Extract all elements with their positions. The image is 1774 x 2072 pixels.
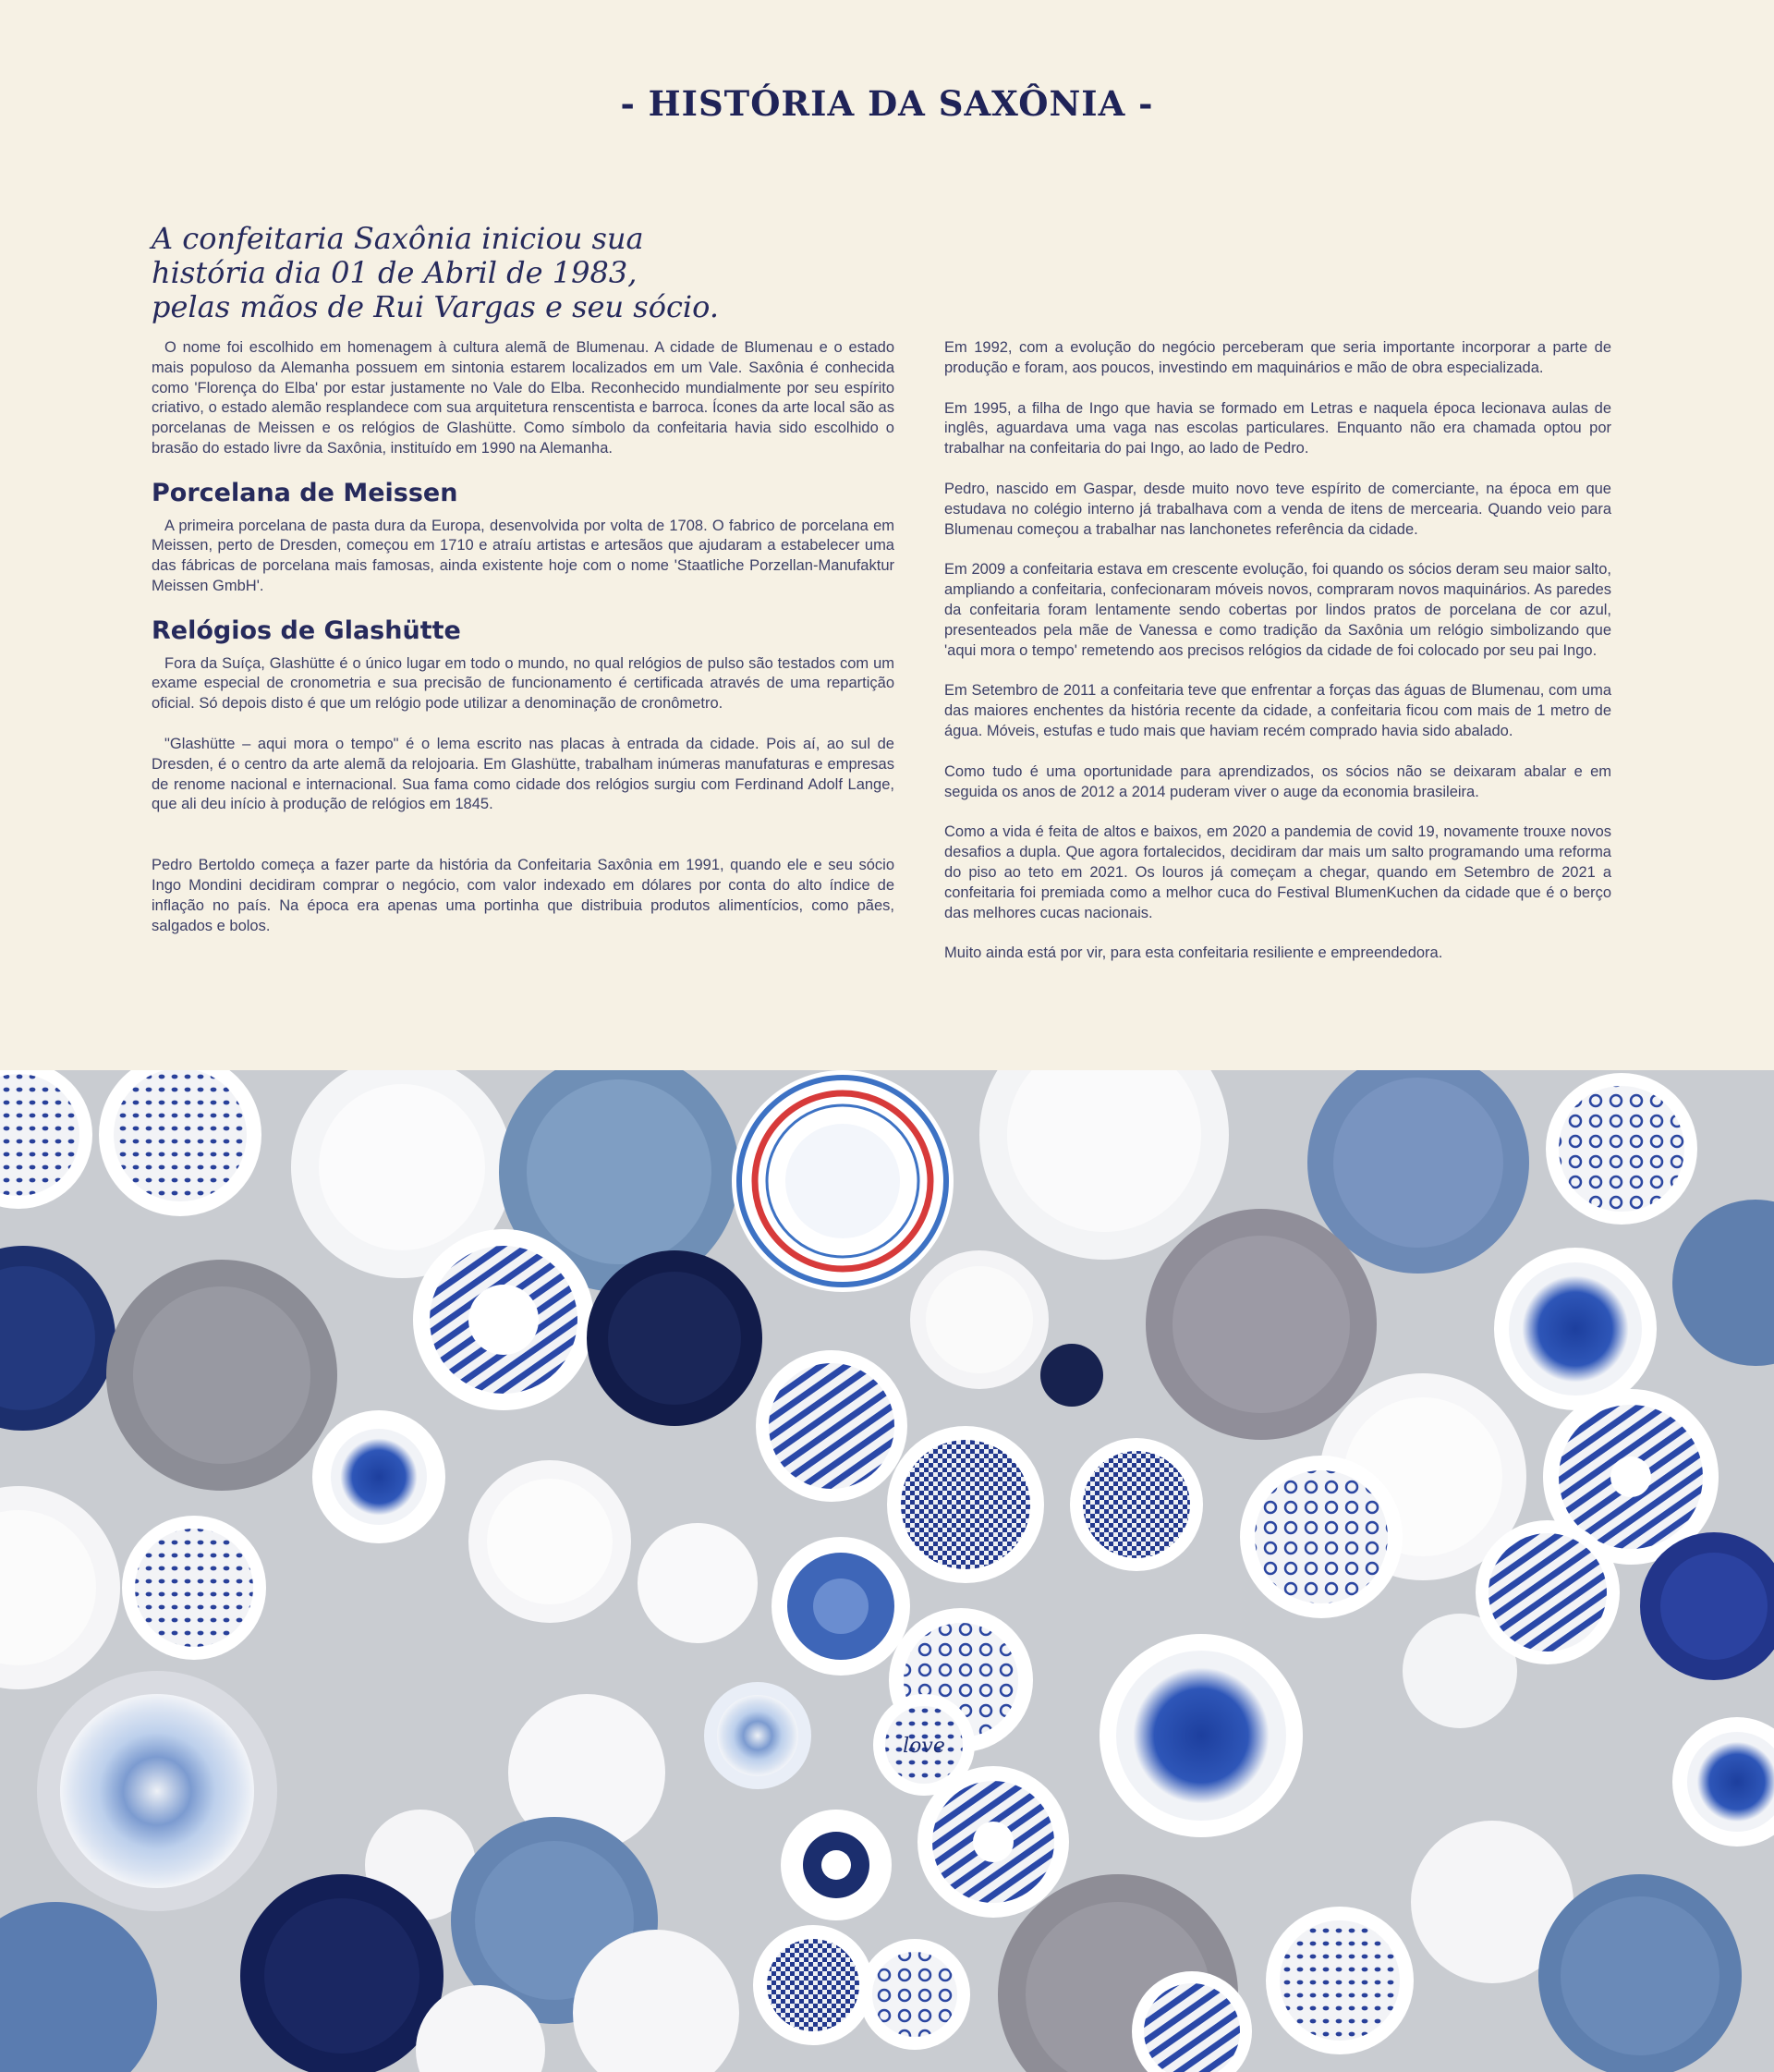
plate [1476,1520,1620,1664]
plate [1240,1456,1403,1618]
plate [887,1426,1044,1583]
plate [468,1460,631,1623]
plate [638,1523,758,1643]
plate [312,1410,445,1543]
section-heading-glashutte: Relógios de Glashütte [152,616,461,645]
plate [106,1260,337,1491]
plate-red-rings [732,1070,954,1292]
plate [122,1516,266,1660]
plate [413,1229,594,1410]
paragraph-2020: Como a vida é feita de altos e baixos, em 2020 a pandemia de covid 19, novamente trouxe novos desafios a dupla. Que agora fortalecidos, decidiram dar mais um salto programando uma reforma do piso ao teto em 2021. Os louros já começam a chegar, quando em Setembro de 2021 a confeitaria foi premiada como a melhor cuca do Festival BlumenKuchen da cidade que é o berço das melhores cucas nacionais. [944,823,1611,921]
plate [1100,1634,1303,1837]
plate [910,1250,1049,1389]
intro-line-3: pelas mãos de Rui Vargas e seu sócio. [152,289,719,324]
paragraph-pedro-gaspar: Pedro, nascido em Gaspar, desde muito novo teve espírito de comerciante, na época em que estudava no colégio interno já trabalhava com a venda de itens de mercearia. Quando veio para Blumenau começou a trabalhar nas lanchonetes referência da cidade. [944,480,1611,538]
plate [772,1537,910,1676]
intro-line-1: A confeitaria Saxônia iniciou sua [152,221,644,256]
section-heading-meissen: Porcelana de Meissen [152,478,458,507]
paragraph-2009: Em 2009 a confeitaria estava em crescente evolução, foi quando os sócios deram seu maior salto, ampliando a confeitaria, confecionaram móveis novos, compraram novos maquinários. As paredes da confeitaria foram lentamente sendo cobertas por lindos pratos de porcelana de cor azul, presenteados pela mãe de Vanessa e como tradição da Saxônia um relógio simbolizando que 'aqui mora o tempo' remetendo aos precisos relógios da cidade de foi colocado por seu pai Ingo. [944,561,1611,659]
paragraph-glashutte-2: "Glashütte – aqui mora o tempo" é o lema escrito nas placas à entrada da cidade. Pois aí, ao sul de Dresden, é o centro da arte alemã da relojoaria. Em Glashütte, trabalham inúmeras manufaturas e empresas de renome nacional e internacional. Sua fama como cidade dos relógios surgiu com Ferdinand Adolf Lange, que ali deu início à produção de relógios em 1845. [152,735,894,813]
plate [704,1682,811,1789]
plate [1040,1344,1103,1407]
left-column [152,338,894,936]
plate [1546,1073,1697,1225]
plate [859,1939,970,2050]
paragraph-1995: Em 1995, a filha de Ingo que havia se formado em Letras e naquela época lecionava aulas de inglês, aguardava uma vaga nas escolas particulares. Enquanto não era chamada optou por trabalhar na confeitaria do pai Ingo, ao lado de Pedro. [944,399,1611,457]
page-title: - HISTÓRIA DA SAXÔNIA - [620,83,1154,124]
plate [587,1250,762,1426]
paragraph-2012: Como tudo é uma oportunidade para aprendizados, os sócios não se deixaram abalar e em seguida os anos de 2012 a 2014 puderam viver o auge da economia brasileira. [944,762,1611,800]
plate [1266,1907,1414,2054]
paragraph-pedro-bertoldo: Pedro Bertoldo começa a fazer parte da história da Confeitaria Saxônia em 1991, quando ele e seu sócio Ingo Mondini decidiram comprar o negócio, com valor indexado em dólares por conta do alto índice de inflação no país. Na época era apenas uma portinha que distribuia produtos alimentícios, como pães, salgados e bolos. [152,857,894,934]
plate [753,1925,873,2045]
plate [1070,1438,1203,1571]
plate [756,1350,907,1502]
plate [1146,1209,1377,1440]
plate [873,1694,975,1796]
right-column [944,338,1611,984]
paragraph-glashutte-1: Fora da Suíça, Glashütte é o único lugar em todo o mundo, no qual relógios de pulso são testados com um exame especial de cronometria e sua precisão de funcionamento é certificada através de uma repartição oficial. Só depois disto é que um relógio pode utilizar a denominação de cronômetro. [152,654,894,713]
plate-love-text: love [903,1735,945,1758]
plates-wall-illustration [0,1070,1774,2072]
paragraph-meissen: A primeira porcelana de pasta dura da Europa, desenvolvida por volta de 1708. O fabrico de porcelana em Meissen, perto de Dresden, começou em 1710 e atraíu artistas e artesãos que ajudaram a estabelecer uma das fábricas de porcelana mais famosas, ainda existente hoje com o nome 'Staatliche Porzellan-Manufaktur Meissen GmbH'. [152,517,894,594]
plate [37,1671,277,1911]
plate [240,1874,444,2072]
intro-quote [152,222,854,324]
plate [781,1810,892,1920]
plates-photo [0,1070,1774,2072]
paragraph-1992: Em 1992, com a evolução do negócio perceberam que seria importante incorporar a parte de produção e foram, aos poucos, investindo em maquinários e mão de obra especializada. [944,339,1611,376]
paragraph-final: Muito ainda está por vir, para esta confeitaria resiliente e empreendedora. [944,945,1443,962]
intro-line-2: história dia 01 de Abril de 1983, [152,255,638,290]
paragraph-2011: Em Setembro de 2011 a confeitaria teve que enfrentar a forças das águas de Blumenau, com uma das maiores enchentes da história recente da cidade, a confeitaria ficou com mais de 1 metro de água. Móveis, estufas e tudo mais que haviam recém comprado havia sido abalado. [944,682,1611,739]
plate [1494,1248,1657,1410]
paragraph-name-origin: O nome foi escolhido em homenagem à cultura alemã de Blumenau. A cidade de Blumenau e o estado mais populoso da Alemanha possuem em sintonia estarem localizados em um Vale. Saxônia é conhecida como 'Florença do Elba' por estar justamente no Vale do Elba. Reconhecido mundialmente por seu espírito criativo, o estado alemão resplandece com sua arquitetura renscentista e barroca. Ícones da arte local são as porcelanas de Meissen e os relógios de Glashütte. Como símbolo da confeitaria havia sido escolhido o brasão do estado livre da Saxônia, instituído em 1990 na Alemanha. [152,339,894,457]
plate [1538,1874,1742,2072]
